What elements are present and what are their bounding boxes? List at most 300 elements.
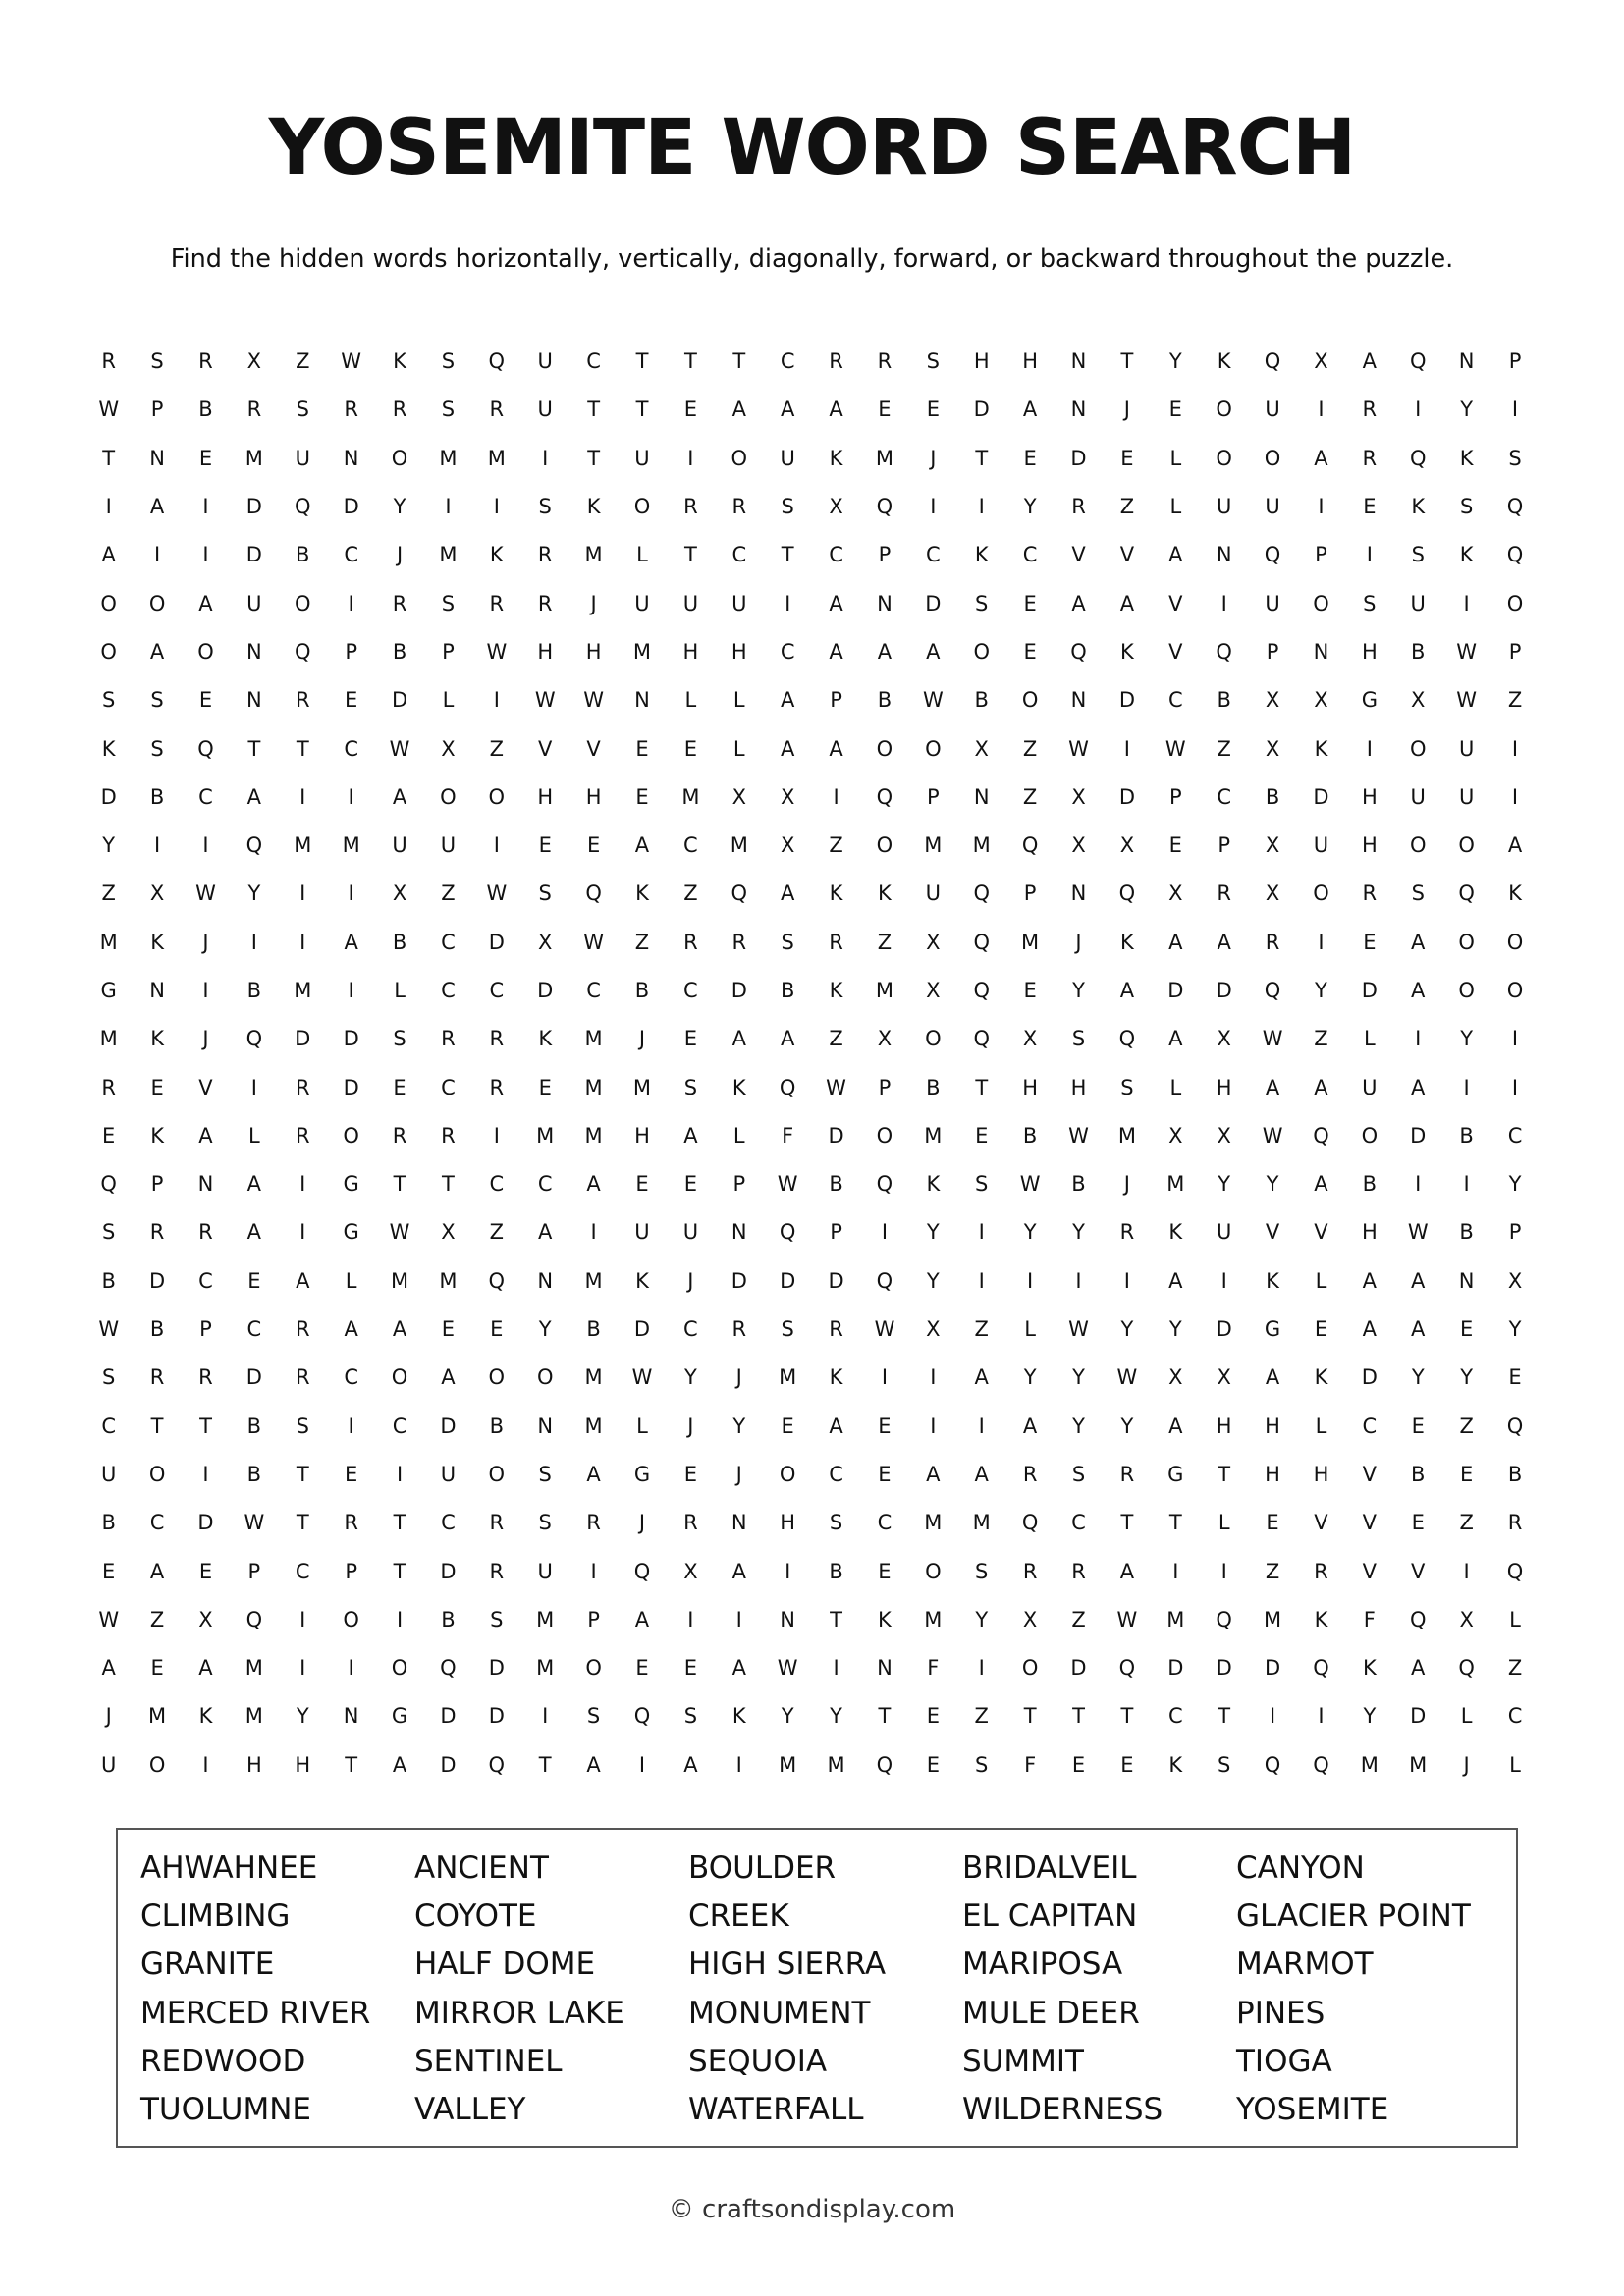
grid-letter: C	[441, 979, 456, 1002]
grid-letter: U	[1458, 736, 1475, 761]
grid-letter: P	[1218, 833, 1231, 858]
grid-letter: P	[1508, 349, 1522, 374]
grid-letter: M	[632, 639, 652, 664]
grid-letter: B	[149, 784, 165, 809]
grid-letter: X	[780, 833, 795, 858]
grid-letter: V	[586, 736, 601, 761]
grid-letter: R	[295, 688, 310, 713]
grid-letter: O	[1506, 591, 1524, 615]
grid-letter: J	[1123, 1172, 1130, 1197]
grid-letter: I	[1220, 1559, 1227, 1583]
grid-letter: O	[148, 591, 166, 615]
grid-letter: X	[1265, 881, 1280, 906]
grid-letter: E	[441, 1317, 456, 1342]
grid-letter: Y	[1218, 1172, 1231, 1197]
grid-letter: Y	[1508, 1172, 1522, 1197]
grid-letter: A	[1411, 1268, 1426, 1293]
grid-letter: G	[391, 1704, 408, 1729]
grid-letter: M	[99, 930, 118, 954]
grid-letter: P	[345, 639, 357, 664]
grid-letter: C	[198, 1268, 213, 1293]
grid-letter: R	[344, 1511, 358, 1535]
grid-letter: R	[246, 398, 262, 422]
grid-letter: A	[586, 1462, 601, 1486]
grid-letter: K	[1411, 495, 1426, 519]
grid-letter: E	[975, 1123, 989, 1148]
grid-letter: M	[1409, 1752, 1428, 1777]
grid-letter: R	[101, 349, 116, 374]
grid-letter: N	[197, 1172, 214, 1197]
grid-letter: I	[202, 543, 209, 567]
grid-letter: Z	[1507, 688, 1523, 713]
grid-letter: Y	[781, 1704, 794, 1729]
grid-letter: F	[1363, 1607, 1376, 1631]
grid-letter: O	[1313, 591, 1329, 615]
grid-letter: R	[1119, 1220, 1135, 1245]
grid-letter: X	[1217, 1365, 1231, 1390]
grid-letter: E	[683, 1027, 698, 1051]
grid-letter: L	[442, 688, 455, 713]
grid-letter: M	[244, 446, 263, 470]
grid-letter: W	[1116, 1365, 1138, 1390]
grid-letter: E	[247, 1268, 261, 1293]
grid-letter: S	[1363, 591, 1377, 615]
grid-letter: R	[441, 1123, 456, 1148]
grid-letter: M	[584, 1027, 603, 1051]
grid-letter: A	[392, 784, 407, 809]
grid-letter: M	[99, 1027, 118, 1051]
grid-letter: M	[779, 1752, 797, 1777]
grid-letter: R	[731, 495, 747, 519]
grid-letter: N	[537, 1414, 554, 1438]
grid-letter: Q	[585, 881, 602, 906]
grid-letter: Y	[975, 1607, 989, 1631]
grid-letter: E	[878, 1414, 892, 1438]
word-list-item: REDWOOD	[140, 2043, 306, 2079]
grid-letter: M	[1264, 1607, 1282, 1631]
grid-letter: I	[590, 1559, 597, 1583]
grid-letter: I	[348, 1656, 354, 1681]
grid-letter: T	[102, 446, 116, 470]
grid-letter: S	[538, 881, 552, 906]
grid-letter: M	[342, 833, 360, 858]
grid-letter: Y	[1072, 979, 1085, 1002]
grid-letter: X	[1507, 1268, 1523, 1293]
grid-letter: Z	[683, 881, 698, 906]
grid-letter: C	[295, 1559, 310, 1583]
grid-letter: J	[1123, 398, 1130, 422]
grid-letter: M	[439, 1268, 458, 1293]
grid-letter: I	[153, 543, 161, 567]
grid-letter: Z	[974, 1317, 989, 1342]
grid-letter: A	[1071, 591, 1086, 615]
grid-letter: A	[1168, 1268, 1183, 1293]
grid-letter: A	[829, 591, 843, 615]
grid-letter: Q	[1313, 1752, 1329, 1777]
grid-letter: I	[1463, 591, 1470, 615]
grid-letter: H	[1313, 1462, 1329, 1486]
grid-letter: M	[584, 543, 603, 567]
grid-letter: I	[542, 1704, 549, 1729]
grid-letter: Y	[1023, 1365, 1037, 1390]
grid-letter: M	[536, 1607, 555, 1631]
grid-letter: P	[732, 1172, 746, 1197]
grid-letter: I	[833, 1656, 839, 1681]
grid-letter: E	[393, 1075, 406, 1099]
grid-letter: A	[1119, 591, 1135, 615]
grid-letter: E	[538, 833, 552, 858]
grid-letter: I	[250, 1075, 257, 1099]
grid-letter: R	[295, 1075, 310, 1099]
grid-letter: I	[1511, 784, 1519, 809]
grid-letter: B	[586, 1317, 601, 1342]
grid-letter: E	[102, 1123, 116, 1148]
grid-letter: C	[926, 543, 941, 567]
grid-letter: F	[782, 1123, 794, 1148]
grid-letter: E	[683, 1656, 698, 1681]
grid-letter: Q	[100, 1172, 117, 1197]
grid-letter: O	[391, 1656, 408, 1681]
grid-letter: D	[1361, 1365, 1378, 1390]
grid-letter: Q	[1216, 639, 1232, 664]
grid-letter: H	[1022, 349, 1039, 374]
grid-letter: R	[1217, 881, 1231, 906]
grid-letter: O	[1021, 1656, 1039, 1681]
grid-letter: X	[926, 930, 941, 954]
grid-letter: R	[683, 495, 698, 519]
grid-letter: Q	[876, 784, 893, 809]
grid-letter: E	[1120, 1752, 1134, 1777]
grid-letter: D	[1216, 1656, 1232, 1681]
grid-letter: A	[829, 639, 843, 664]
grid-letter: O	[1458, 833, 1475, 858]
word-list-item: GRANITE	[140, 1947, 275, 1983]
grid-letter: K	[731, 1704, 746, 1729]
grid-letter: I	[1220, 591, 1227, 615]
grid-letter: I	[1318, 398, 1325, 422]
grid-letter: S	[975, 1172, 989, 1197]
grid-letter: S	[1120, 1075, 1134, 1099]
grid-letter: A	[731, 1027, 746, 1051]
grid-letter: T	[587, 398, 601, 422]
grid-letter: U	[537, 349, 553, 374]
grid-letter: N	[343, 1704, 359, 1729]
grid-letter: J	[1463, 1752, 1470, 1777]
grid-letter: I	[687, 1607, 694, 1631]
grid-letter: I	[299, 1607, 306, 1631]
grid-letter: I	[493, 495, 500, 519]
grid-letter: R	[295, 1365, 310, 1390]
grid-letter: M	[390, 1268, 409, 1293]
word-list-item: GLACIER POINT	[1236, 1898, 1471, 1935]
grid-letter: I	[202, 979, 209, 1002]
footer-credit: © craftsondisplay.com	[668, 2195, 956, 2224]
grid-letter: I	[785, 591, 791, 615]
grid-letter: B	[198, 398, 213, 422]
grid-letter: W	[1019, 1172, 1041, 1197]
grid-letter: I	[978, 495, 985, 519]
grid-letter: U	[246, 591, 262, 615]
grid-letter: P	[1315, 543, 1327, 567]
grid-letter: S	[538, 1462, 552, 1486]
word-list-item: COYOTE	[414, 1898, 537, 1935]
grid-letter: B	[1022, 1123, 1038, 1148]
word-list-item: CANYON	[1236, 1850, 1365, 1886]
grid-letter: A	[974, 1462, 989, 1486]
grid-letter: H	[537, 639, 554, 664]
grid-letter: A	[683, 1752, 698, 1777]
grid-letter: Q	[1118, 1027, 1136, 1051]
grid-letter: Z	[101, 881, 116, 906]
grid-letter: W	[1456, 639, 1478, 664]
grid-letter: K	[829, 1365, 843, 1390]
grid-letter: I	[493, 688, 500, 713]
grid-letter: X	[1168, 881, 1183, 906]
grid-letter: U	[682, 591, 699, 615]
grid-letter: S	[1071, 1027, 1086, 1051]
grid-letter: F	[1024, 1752, 1037, 1777]
grid-letter: X	[829, 495, 843, 519]
grid-letter: I	[445, 495, 452, 519]
grid-letter: S	[781, 930, 794, 954]
grid-letter: N	[1313, 639, 1329, 664]
grid-letter: L	[636, 1414, 648, 1438]
grid-letter: L	[636, 543, 648, 567]
grid-letter: Z	[1459, 1511, 1474, 1535]
grid-letter: I	[348, 1414, 354, 1438]
grid-letter: S	[102, 1220, 116, 1245]
grid-letter: X	[1265, 833, 1280, 858]
grid-letter: A	[974, 1365, 989, 1390]
grid-letter: A	[926, 639, 941, 664]
grid-letter: O	[876, 833, 893, 858]
grid-letter: R	[295, 1123, 310, 1148]
grid-letter: K	[489, 543, 504, 567]
grid-letter: Q	[876, 1268, 893, 1293]
grid-letter: Y	[1120, 1317, 1134, 1342]
grid-letter: W	[1262, 1123, 1283, 1148]
grid-letter: X	[149, 881, 165, 906]
grid-letter: E	[683, 736, 698, 761]
grid-letter: R	[198, 1365, 213, 1390]
grid-letter: I	[978, 1268, 985, 1293]
grid-letter: E	[1120, 446, 1134, 470]
grid-letter: P	[199, 1317, 212, 1342]
grid-letter: N	[973, 784, 990, 809]
grid-letter: I	[1463, 1075, 1470, 1099]
word-list-item: YOSEMITE	[1236, 2091, 1389, 2127]
grid-letter: K	[829, 979, 843, 1002]
grid-letter: R	[537, 591, 553, 615]
grid-letter: E	[1459, 1317, 1474, 1342]
grid-letter: O	[1361, 1123, 1379, 1148]
grid-letter: Z	[1507, 1656, 1523, 1681]
grid-letter: R	[683, 1511, 698, 1535]
grid-letter: Q	[876, 1752, 893, 1777]
grid-letter: N	[149, 979, 165, 1002]
grid-letter: Y	[247, 881, 261, 906]
grid-letter: I	[1075, 1268, 1082, 1293]
grid-letter: A	[246, 784, 262, 809]
grid-letter: D	[295, 1027, 311, 1051]
grid-letter: L	[1169, 1075, 1182, 1099]
grid-letter: S	[975, 591, 989, 615]
grid-letter: K	[1314, 736, 1328, 761]
grid-letter: T	[732, 349, 746, 374]
grid-letter: D	[780, 1268, 796, 1293]
grid-letter: O	[343, 1123, 359, 1148]
grid-letter: R	[489, 1027, 505, 1051]
grid-letter: I	[1415, 1172, 1422, 1197]
grid-letter: I	[299, 1220, 306, 1245]
grid-letter: D	[731, 979, 747, 1002]
grid-letter: S	[490, 1607, 504, 1631]
grid-letter: Q	[488, 1268, 506, 1293]
grid-letter: D	[633, 1317, 651, 1342]
grid-letter: Z	[829, 1027, 843, 1051]
grid-letter: M	[294, 979, 312, 1002]
grid-letter: E	[1168, 833, 1182, 858]
grid-letter: N	[1070, 881, 1087, 906]
grid-letter: E	[150, 1075, 164, 1099]
grid-letter: G	[1264, 1317, 1281, 1342]
grid-letter: B	[1362, 1172, 1378, 1197]
grid-letter: E	[1023, 639, 1037, 664]
grid-letter: M	[827, 1752, 845, 1777]
grid-letter: L	[345, 1268, 357, 1293]
grid-letter: H	[295, 1752, 311, 1777]
grid-letter: R	[683, 930, 698, 954]
grid-letter: I	[348, 784, 354, 809]
grid-letter: N	[246, 688, 262, 713]
grid-letter: Q	[1313, 1123, 1329, 1148]
word-list-item: WILDERNESS	[962, 2091, 1164, 2127]
grid-letter: D	[1313, 784, 1329, 809]
grid-letter: W	[1164, 736, 1186, 761]
grid-letter: H	[585, 639, 602, 664]
grid-letter: R	[392, 1123, 407, 1148]
grid-letter: I	[930, 1365, 937, 1390]
grid-letter: I	[250, 930, 257, 954]
grid-letter: A	[101, 543, 116, 567]
grid-letter: T	[393, 1559, 406, 1583]
grid-letter: M	[632, 1075, 652, 1099]
grid-letter: O	[440, 784, 457, 809]
grid-letter: T	[345, 1752, 358, 1777]
grid-letter: L	[1509, 1752, 1521, 1777]
grid-letter: M	[1166, 1607, 1185, 1631]
grid-letter: E	[1411, 1414, 1425, 1438]
grid-letter: E	[1023, 979, 1037, 1002]
grid-letter: Z	[1022, 736, 1038, 761]
grid-letter: L	[1024, 1317, 1036, 1342]
word-list-item: HALF DOME	[414, 1947, 596, 1983]
word-list-item: MIRROR LAKE	[414, 1995, 624, 2031]
grid-letter: W	[826, 1075, 846, 1099]
grid-letter: Q	[1506, 1559, 1524, 1583]
grid-letter: Q	[973, 930, 990, 954]
grid-letter: O	[925, 1027, 942, 1051]
grid-letter: N	[1458, 1268, 1475, 1293]
grid-letter: Q	[1264, 349, 1281, 374]
grid-letter: I	[202, 1462, 209, 1486]
grid-letter: Y	[1023, 495, 1037, 519]
grid-letter: C	[441, 930, 456, 954]
grid-letter: O	[148, 1752, 166, 1777]
grid-letter: J	[105, 1704, 112, 1729]
grid-letter: R	[149, 1220, 165, 1245]
grid-letter: W	[389, 736, 410, 761]
grid-letter: X	[246, 349, 262, 374]
grid-letter: H	[1361, 1220, 1378, 1245]
grid-letter: M	[584, 1268, 603, 1293]
grid-letter: R	[537, 543, 553, 567]
grid-letter: A	[392, 1317, 407, 1342]
grid-letter: O	[488, 784, 506, 809]
grid-letter: L	[732, 736, 745, 761]
grid-letter: R	[101, 1075, 116, 1099]
grid-letter: Z	[829, 833, 843, 858]
grid-letter: V	[1314, 1511, 1328, 1535]
grid-letter: Y	[1023, 1220, 1037, 1245]
grid-letter: T	[393, 1172, 406, 1197]
grid-letter: I	[493, 833, 500, 858]
grid-letter: A	[101, 1656, 116, 1681]
word-list	[140, 1850, 1510, 2143]
grid-letter: O	[925, 736, 942, 761]
grid-letter: L	[1169, 446, 1182, 470]
grid-letter: M	[924, 1511, 943, 1535]
grid-letter: I	[1318, 1704, 1325, 1729]
grid-letter: K	[150, 1123, 164, 1148]
grid-letter: X	[1168, 1365, 1183, 1390]
grid-letter: K	[1508, 881, 1522, 906]
grid-letter: T	[975, 1075, 989, 1099]
grid-letter: A	[392, 1752, 407, 1777]
grid-letter: K	[1266, 1268, 1279, 1293]
letter-grid	[84, 338, 1540, 1789]
grid-letter: D	[1410, 1123, 1427, 1148]
grid-letter: C	[780, 349, 795, 374]
grid-letter: S	[441, 591, 456, 615]
grid-letter: L	[1315, 1268, 1327, 1293]
grid-letter: B	[101, 1511, 116, 1535]
grid-letter: H	[1265, 1414, 1280, 1438]
grid-letter: I	[1172, 1559, 1179, 1583]
grid-letter: I	[1123, 736, 1130, 761]
grid-letter: D	[197, 1511, 214, 1535]
grid-letter: P	[587, 1607, 600, 1631]
grid-letter: K	[731, 1075, 746, 1099]
grid-letter: S	[441, 349, 456, 374]
grid-letter: J	[396, 543, 404, 567]
grid-letter: Y	[830, 1704, 842, 1729]
grid-letter: A	[198, 1656, 213, 1681]
grid-letter: C	[489, 1172, 505, 1197]
grid-letter: U	[1265, 398, 1280, 422]
grid-letter: M	[439, 446, 458, 470]
grid-letter: I	[590, 1220, 597, 1245]
grid-letter: E	[198, 688, 213, 713]
grid-letter: I	[881, 1365, 889, 1390]
grid-letter: K	[1362, 1656, 1377, 1681]
grid-letter: C	[1167, 688, 1183, 713]
grid-letter: C	[392, 1414, 407, 1438]
grid-letter: A	[1168, 1414, 1183, 1438]
grid-letter: C	[586, 349, 601, 374]
grid-letter: H	[780, 1511, 796, 1535]
grid-letter: G	[1167, 1462, 1184, 1486]
